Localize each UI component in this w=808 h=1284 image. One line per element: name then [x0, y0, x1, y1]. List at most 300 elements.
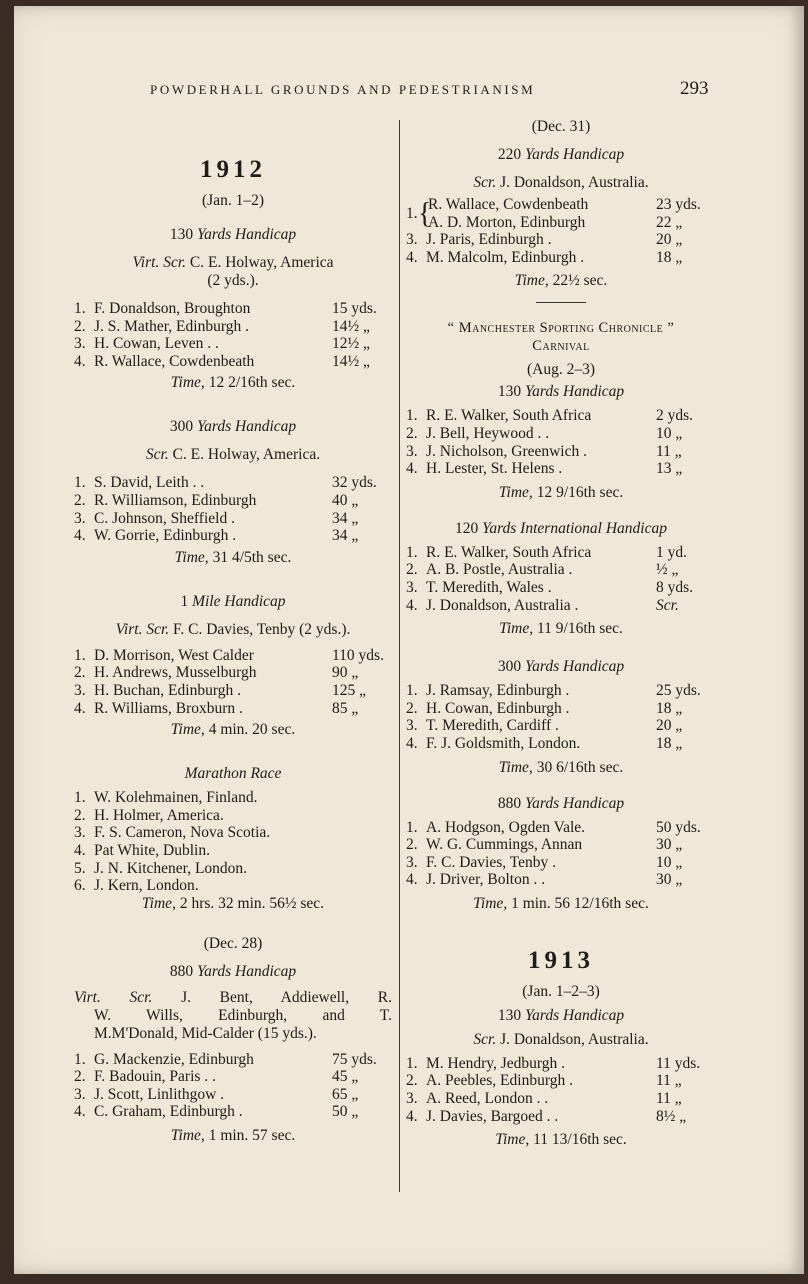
place: 2. [406, 424, 418, 442]
handicap: 90 „ [332, 664, 359, 682]
time-value: 12 9/16th sec. [536, 483, 624, 501]
result-row [406, 407, 716, 425]
athlete: W. Kolehmainen, Finland. [94, 789, 258, 807]
handicap: 13 „ [656, 460, 683, 478]
result-row [406, 819, 716, 837]
result-row [406, 425, 716, 443]
results-list [406, 544, 716, 614]
result-row [74, 335, 392, 353]
handicap: 12½ „ [332, 335, 370, 353]
handicap: 14½ „ [332, 352, 370, 370]
place: 4. [74, 699, 86, 717]
race-120-yards-international [406, 520, 716, 638]
race-distance: 120 [455, 519, 479, 537]
athlete: A. B. Postle, Australia . [426, 561, 573, 579]
handicap: ½ „ [656, 561, 679, 579]
handicap: 50 yds. [656, 818, 701, 836]
athlete: T. Meredith, Cardiff . [426, 717, 559, 735]
athlete: C. Graham, Edinburgh . [94, 1103, 243, 1121]
result-row [74, 492, 392, 510]
race-time [406, 620, 716, 638]
handicap: 10 „ [656, 853, 683, 871]
race-name: Yards Handicap [524, 794, 625, 812]
time-label: Time, [499, 620, 534, 638]
place: 4. [406, 460, 418, 478]
scratch-label: Virt. Scr. [132, 254, 187, 271]
handicap: 45 „ [332, 1068, 359, 1086]
place: 2. [74, 1068, 86, 1086]
scratch-text: F. C. Davies, Tenby (2 yds.). [173, 620, 351, 638]
race-130-yards [74, 226, 392, 392]
race-name: Yards Handicap [524, 658, 625, 676]
athlete: A. Reed, London . . [426, 1090, 549, 1108]
place: 2. [74, 491, 86, 509]
handicap: 20 „ [656, 717, 683, 735]
result-row [74, 860, 392, 878]
place: 4. [74, 1103, 86, 1121]
handicap: 40 „ [332, 491, 359, 509]
handicap: 34 „ [332, 527, 359, 545]
time-label: Time, [473, 894, 508, 912]
athlete: J. Paris, Edinburgh . [426, 231, 552, 249]
handicap: 11 yds. [656, 1054, 701, 1072]
race-title [74, 593, 392, 611]
athlete: R. E. Walker, South Africa [426, 543, 592, 561]
time-value: 11 9/16th sec. [536, 620, 623, 638]
result-row [406, 544, 716, 562]
handicap: 2 yds. [656, 407, 694, 425]
result-row [74, 353, 392, 371]
result-row [406, 836, 716, 854]
carnival-line-2: Carnival [532, 338, 590, 355]
place: 4. [74, 527, 86, 545]
athlete: R. Wallace, Cowdenbeath [94, 352, 255, 370]
race-name: Yards Handicap [524, 383, 625, 401]
race-130-yards-1913 [406, 1007, 716, 1149]
scratch-line [74, 989, 392, 1043]
athlete: H. Andrews, Musselburgh [94, 664, 257, 682]
place: 3. [406, 442, 418, 460]
race-time [406, 895, 716, 913]
race-time [74, 374, 392, 392]
race-time [74, 721, 392, 739]
athlete: H. Buchan, Edinburgh . [94, 681, 241, 699]
race-time [74, 549, 392, 567]
athlete: T. Meredith, Wales . [426, 578, 552, 596]
result-row [406, 1090, 716, 1108]
race-distance: 220 [497, 146, 522, 163]
athlete: J. Scott, Linlithgow . [94, 1085, 225, 1103]
results-list [74, 474, 392, 544]
place: 3. [74, 335, 86, 353]
event-date: (Aug. 2–3) [526, 361, 596, 379]
race-title [74, 418, 392, 436]
race-name: Mile Handicap [192, 592, 286, 610]
race-distance: 130 [169, 226, 194, 243]
handicap: 65 „ [332, 1085, 359, 1103]
race-name: Yards Handicap [196, 962, 297, 980]
time-value: 22½ sec. [552, 272, 608, 290]
race-1-mile [74, 593, 392, 739]
place: 6. [74, 877, 86, 895]
race-time [74, 1127, 392, 1145]
results-list [74, 789, 392, 895]
athlete: H. Lester, St. Helens . [426, 460, 563, 478]
book-page [14, 6, 804, 1274]
result-row [406, 1072, 716, 1090]
handicap: 30 „ [656, 871, 683, 889]
event-date: (Jan. 1–2) [202, 192, 264, 209]
results-list [74, 300, 392, 370]
place: 1. [74, 1050, 86, 1068]
result-row [406, 443, 716, 461]
result-row [74, 1103, 392, 1121]
scratch-line [74, 446, 392, 464]
athlete: J. Ramsay, Edinburgh . [426, 682, 570, 700]
handicap: 75 yds. [332, 1050, 377, 1068]
athlete: J. Driver, Bolton . . [426, 871, 546, 889]
athlete: R. Williamson, Edinburgh [94, 491, 257, 509]
scratch-text: C. E. Holway, America [189, 254, 334, 271]
athlete: F. S. Cameron, Nova Scotia. [94, 824, 271, 842]
handicap: 50 „ [332, 1103, 359, 1121]
time-label: Time, [170, 1127, 205, 1145]
athlete: H. Cowan, Edinburgh . [426, 699, 570, 717]
result-row [74, 807, 392, 825]
right-column [406, 118, 716, 1149]
result-row [406, 597, 716, 615]
athlete: H. Cowan, Leven . . [94, 335, 219, 353]
handicap: 8½ „ [656, 1107, 687, 1125]
time-value: 4 min. 20 sec. [208, 721, 296, 739]
scratch-label: Virt. Scr. [74, 988, 153, 1006]
place: 4. [406, 1107, 418, 1125]
result-row [74, 1051, 392, 1069]
athlete: R. Williams, Broxburn . [94, 699, 243, 717]
result-row [74, 1068, 392, 1086]
athlete: J. Nicholson, Greenwich . [426, 442, 587, 460]
place: 1. [406, 818, 418, 836]
race-name: Yards International Handicap [482, 519, 667, 537]
handicap: 18 „ [656, 734, 683, 752]
time-label: Time, [495, 1131, 530, 1149]
results-list [406, 1055, 716, 1125]
athlete: J. Donaldson, Australia . [426, 596, 579, 614]
place: 4. [74, 841, 86, 859]
race-time [74, 895, 392, 913]
year-heading-1912: 1912 [200, 156, 266, 183]
result-row [406, 700, 716, 718]
place: 3. [406, 231, 418, 249]
result-row [74, 842, 392, 860]
scratch-line-2: W. Wills, Edinburgh, and T. [94, 1006, 392, 1024]
brace-icon: { [418, 196, 432, 230]
results-list [74, 647, 392, 717]
place: 1. [406, 682, 418, 700]
page-number: 293 [680, 78, 709, 99]
place: 4. [74, 352, 86, 370]
race-880-yards-aug [406, 795, 716, 913]
event-date: (Dec. 28) [203, 934, 263, 952]
year-heading-1913: 1913 [528, 946, 594, 974]
athlete: H. Holmer, America. [94, 806, 224, 824]
time-label: Time, [498, 758, 533, 776]
tied-result [406, 196, 716, 231]
athlete: J. Bell, Heywood . . [426, 424, 550, 442]
athlete: J. Kern, London. [94, 877, 199, 895]
athlete: D. Morrison, West Calder [94, 646, 254, 664]
athlete: A. Peebles, Edinburgh . [426, 1072, 573, 1090]
race-300-yards-aug [406, 658, 716, 776]
result-row [74, 474, 392, 492]
athlete: F. Badouin, Paris . . [94, 1068, 216, 1086]
race-title [74, 226, 392, 244]
scratch-label: Scr. [473, 1030, 497, 1048]
race-distance: 880 [497, 794, 522, 812]
result-row [74, 527, 392, 545]
result-row [74, 510, 392, 528]
time-label: Time, [141, 894, 176, 912]
result-row [406, 735, 716, 753]
place: 3. [74, 1085, 86, 1103]
scratch-line [406, 174, 716, 192]
handicap: 30 „ [656, 836, 683, 854]
race-title: Marathon Race [184, 765, 282, 783]
handicap: 22 „ [656, 213, 683, 231]
scratch-text: C. E. Holway, America. [172, 446, 321, 464]
race-title [406, 1007, 716, 1025]
scratch-line-1 [74, 989, 392, 1007]
time-label: Time, [514, 272, 549, 290]
place: 3. [74, 824, 86, 842]
place: 1. [406, 543, 418, 561]
handicap: 10 „ [656, 424, 683, 442]
results-list [406, 819, 716, 889]
result-row [406, 1108, 716, 1126]
event-date: (Jan. 1–2–3) [522, 982, 600, 1000]
scratch-text: J. Bent, Addiewell, R. [181, 988, 393, 1006]
result-row [74, 1086, 392, 1104]
race-distance: 130 [497, 1006, 522, 1024]
result-row [406, 579, 716, 597]
tied-athletes [428, 196, 656, 231]
time-value: 2 hrs. 32 min. 56½ sec. [179, 894, 325, 912]
result-row [406, 871, 716, 889]
result-row [406, 231, 716, 249]
handicap: Scr. [656, 596, 679, 614]
carnival-line-1: “ Manchester Sporting Chronicle ” [447, 320, 675, 337]
result-row [74, 664, 392, 682]
race-name: Yards Handicap [196, 418, 297, 436]
race-time [406, 759, 716, 777]
athlete: A. D. Morton, Edinburgh [428, 213, 586, 231]
place: 3. [406, 717, 418, 735]
scratch-label: Virt. Scr. [115, 620, 170, 638]
place: 1. [406, 1054, 418, 1072]
handicap: 20 „ [656, 231, 683, 249]
place: 3. [406, 578, 418, 596]
result-row [74, 877, 392, 895]
handicap: 1 yd. [656, 543, 687, 561]
athlete: F. J. Goldsmith, London. [426, 734, 581, 752]
time-label: Time, [174, 548, 209, 566]
place: 2. [74, 664, 86, 682]
section-rule [536, 302, 586, 303]
athlete: S. David, Leith . . [94, 474, 205, 492]
athlete: A. Hodgson, Ogden Vale. [426, 818, 586, 836]
result-row [74, 824, 392, 842]
race-distance: 130 [497, 383, 522, 401]
athlete: R. E. Walker, South Africa [426, 407, 592, 425]
race-distance: 1 [180, 592, 189, 610]
place: 5. [74, 859, 86, 877]
tied-handicaps [656, 196, 716, 231]
time-label: Time, [170, 374, 205, 392]
race-distance: 300 [169, 418, 194, 436]
race-name: Yards Handicap [524, 146, 625, 163]
athlete: R. Wallace, Cowdenbeath [428, 196, 589, 213]
place: 4. [406, 734, 418, 752]
place: 3. [74, 509, 86, 527]
scratch-label: Scr. [473, 174, 497, 191]
result-row [406, 682, 716, 700]
time-value: 12 2/16th sec. [208, 374, 296, 392]
place: 4. [406, 871, 418, 889]
athlete: F. C. Davies, Tenby . [426, 853, 556, 871]
results-list [406, 407, 716, 477]
time-value: 1 min. 56 12/16th sec. [511, 894, 649, 912]
place: 1. [74, 474, 86, 492]
place: 1. [74, 646, 86, 664]
race-time [406, 272, 716, 290]
left-column [74, 118, 392, 1145]
result-row [74, 318, 392, 336]
time-value: 30 6/16th sec. [536, 758, 624, 776]
race-name: Yards Handicap [524, 1006, 625, 1024]
scratch-line [74, 621, 392, 639]
handicap: 110 yds. [332, 646, 384, 664]
place: 2. [406, 561, 418, 579]
race-distance: 300 [497, 658, 522, 676]
handicap: 85 „ [332, 699, 359, 717]
scratch-line-3: M.M'Donald, Mid-Calder (15 yds.). [94, 1024, 317, 1042]
athlete: F. Donaldson, Broughton [94, 300, 251, 317]
athlete: G. Mackenzie, Edinburgh [94, 1050, 254, 1068]
time-value: 1 min. 57 sec. [208, 1127, 296, 1145]
scratch-label: Scr. [145, 446, 169, 464]
time-label: Time, [170, 721, 205, 739]
time-value: 11 13/16th sec. [533, 1131, 627, 1149]
results-list [406, 196, 716, 266]
handicap: 18 „ [656, 248, 683, 266]
scratch-line [74, 254, 392, 272]
race-title [74, 963, 392, 981]
race-title [406, 520, 716, 538]
race-name: Yards Handicap [196, 226, 297, 243]
result-row [406, 717, 716, 735]
scratch-text-2: (2 yds.). [207, 272, 259, 289]
handicap: 11 „ [656, 1072, 682, 1090]
race-title [406, 795, 716, 813]
place: 3. [406, 1090, 418, 1108]
athlete: J. S. Mather, Edinburgh . [94, 317, 249, 335]
handicap: 8 yds. [656, 578, 694, 596]
race-300-yards [74, 418, 392, 566]
running-head: POWDERHALL GROUNDS AND PEDESTRIANISM [150, 82, 536, 97]
handicap: 34 „ [332, 509, 359, 527]
race-880-yards-dec28 [74, 935, 392, 1145]
result-row [406, 249, 716, 267]
race-130-yards-aug [406, 383, 716, 501]
place: 1. [74, 300, 86, 317]
handicap: 23 yds. [656, 196, 701, 213]
handicap: 32 yds. [332, 474, 377, 492]
race-time [406, 484, 716, 502]
scratch-text: J. Donaldson, Australia. [500, 1030, 649, 1048]
result-row [74, 300, 392, 318]
handicap: 25 yds. [656, 682, 701, 700]
race-distance: 880 [169, 962, 194, 980]
handicap: 11 „ [656, 442, 682, 460]
scratch-text: J. Donaldson, Australia. [500, 174, 649, 191]
athlete: C. Johnson, Sheffield . [94, 509, 235, 527]
race-220-yards-dec31 [406, 118, 716, 290]
place: 1. [406, 204, 418, 222]
place: 2. [74, 806, 86, 824]
handicap: 11 „ [656, 1090, 682, 1108]
race-marathon [74, 765, 392, 913]
results-list [74, 1051, 392, 1121]
race-time [406, 1131, 716, 1149]
race-title [406, 383, 716, 401]
time-label: Time, [498, 483, 533, 501]
race-title [406, 658, 716, 676]
place: 3. [406, 853, 418, 871]
results-list [406, 682, 716, 752]
place: 2. [74, 317, 86, 335]
place: 3. [74, 681, 86, 699]
place: 1. [74, 789, 86, 807]
athlete: J. N. Kitchener, London. [94, 859, 248, 877]
result-row [74, 789, 392, 807]
handicap: 14½ „ [332, 317, 370, 335]
result-row [74, 700, 392, 718]
column-divider [399, 120, 400, 1192]
handicap: 18 „ [656, 699, 683, 717]
result-row [74, 647, 392, 665]
handicap: 15 yds. [332, 300, 377, 317]
athlete: J. Davies, Bargoed . . [426, 1107, 559, 1125]
handicap: 125 „ [332, 681, 367, 699]
place: 1. [406, 407, 418, 425]
athlete: W. Gorrie, Edinburgh . [94, 527, 237, 545]
athlete: W. G. Cummings, Annan [426, 836, 583, 854]
place: 2. [406, 699, 418, 717]
result-row [74, 682, 392, 700]
athlete: M. Malcolm, Edinburgh . [426, 248, 585, 266]
place: 4. [406, 248, 418, 266]
place: 2. [406, 1072, 418, 1090]
result-row [406, 460, 716, 478]
event-date: (Dec. 31) [531, 118, 591, 135]
result-row [406, 1055, 716, 1073]
time-value: 31 4/5th sec. [212, 548, 292, 566]
athlete: Pat White, Dublin. [94, 841, 210, 859]
result-row [406, 854, 716, 872]
result-row [406, 561, 716, 579]
race-title [406, 146, 716, 164]
carnival-heading [406, 319, 716, 379]
